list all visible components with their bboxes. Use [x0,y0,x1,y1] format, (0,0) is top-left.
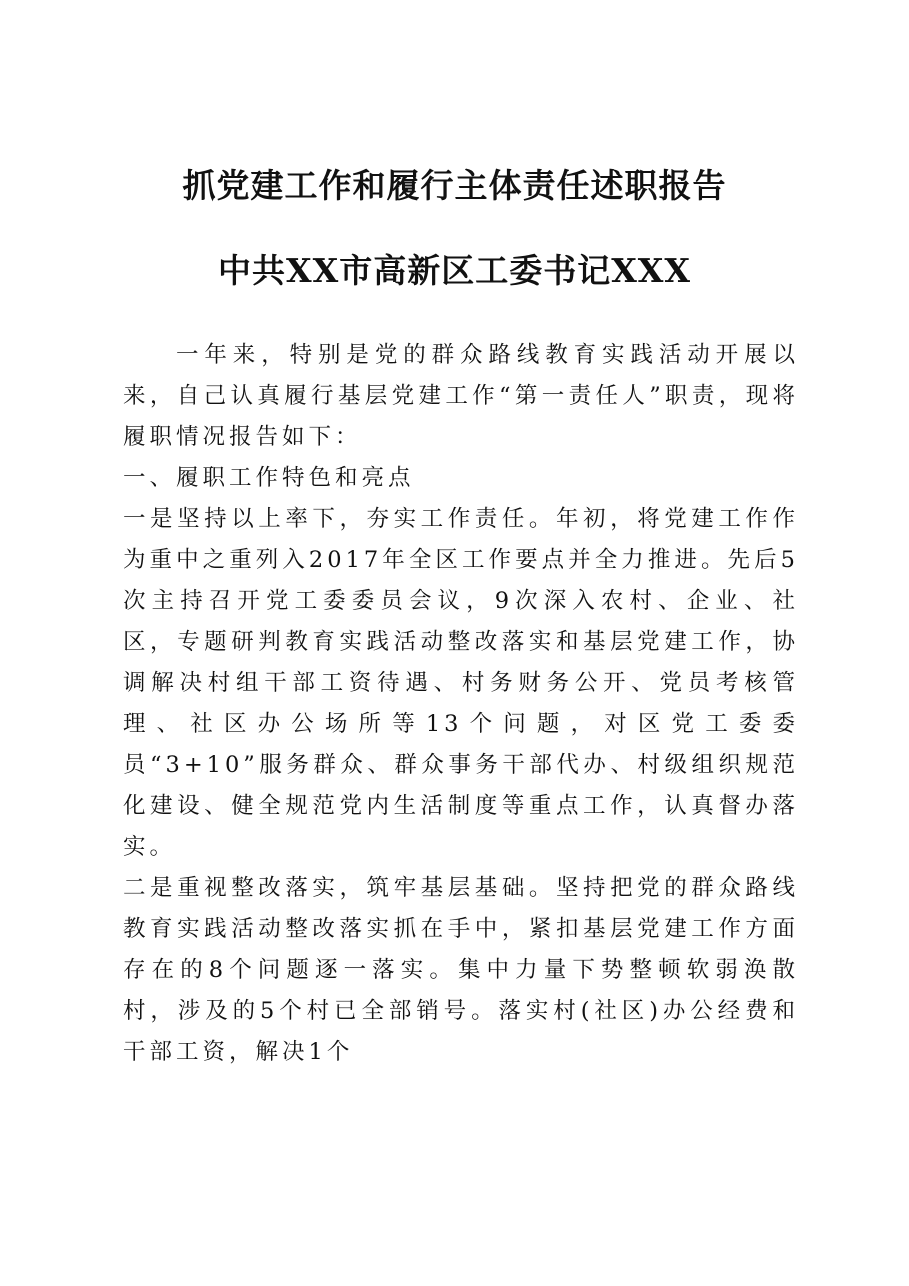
document-title: 抓党建工作和履行主体责任述职报告 [182,166,727,205]
body-paragraph: 二是重视整改落实，筑牢基层基础。坚持把党的群众路线教育实践活动整改落实抓在手中，紧扣基层党建工作方面存在的8个问题逐一落实。集中力量下势整顿软弱涣散村，涉及的5个村已全部销号。落实村(社区)办公经费和干部工资，解决1个 [123,875,799,1065]
body-paragraph: 一是坚持以上率下，夯实工作责任。年初，将党建工作作为重中之重列入2017年全区工作要点并全力推进。先后5次主持召开党工委委员会议，9次深入农村、企业、社区，专题研判教育实践活动整改落实和基层党建工作，协调解决村组干部工资待遇、村务财务公开、党员考核管理、社区办公场所等13个问题，对区党工委委员“3+10”服务群众、群众事务干部代办、村级组织规范化建设、健全规范党内生活制度等重点工作，认真督办落实。 [123,506,799,860]
section-heading: 一、履职工作特色和亮点 [123,465,415,491]
document-subtitle: 中共XX市高新区工委书记XXX [217,251,692,290]
intro-paragraph: 一年来，特别是党的群众路线教育实践活动开展以来，自己认真履行基层党建工作“第一责任人”职责，现将履职情况报告如下： [123,342,799,450]
document-body [123,335,799,1073]
